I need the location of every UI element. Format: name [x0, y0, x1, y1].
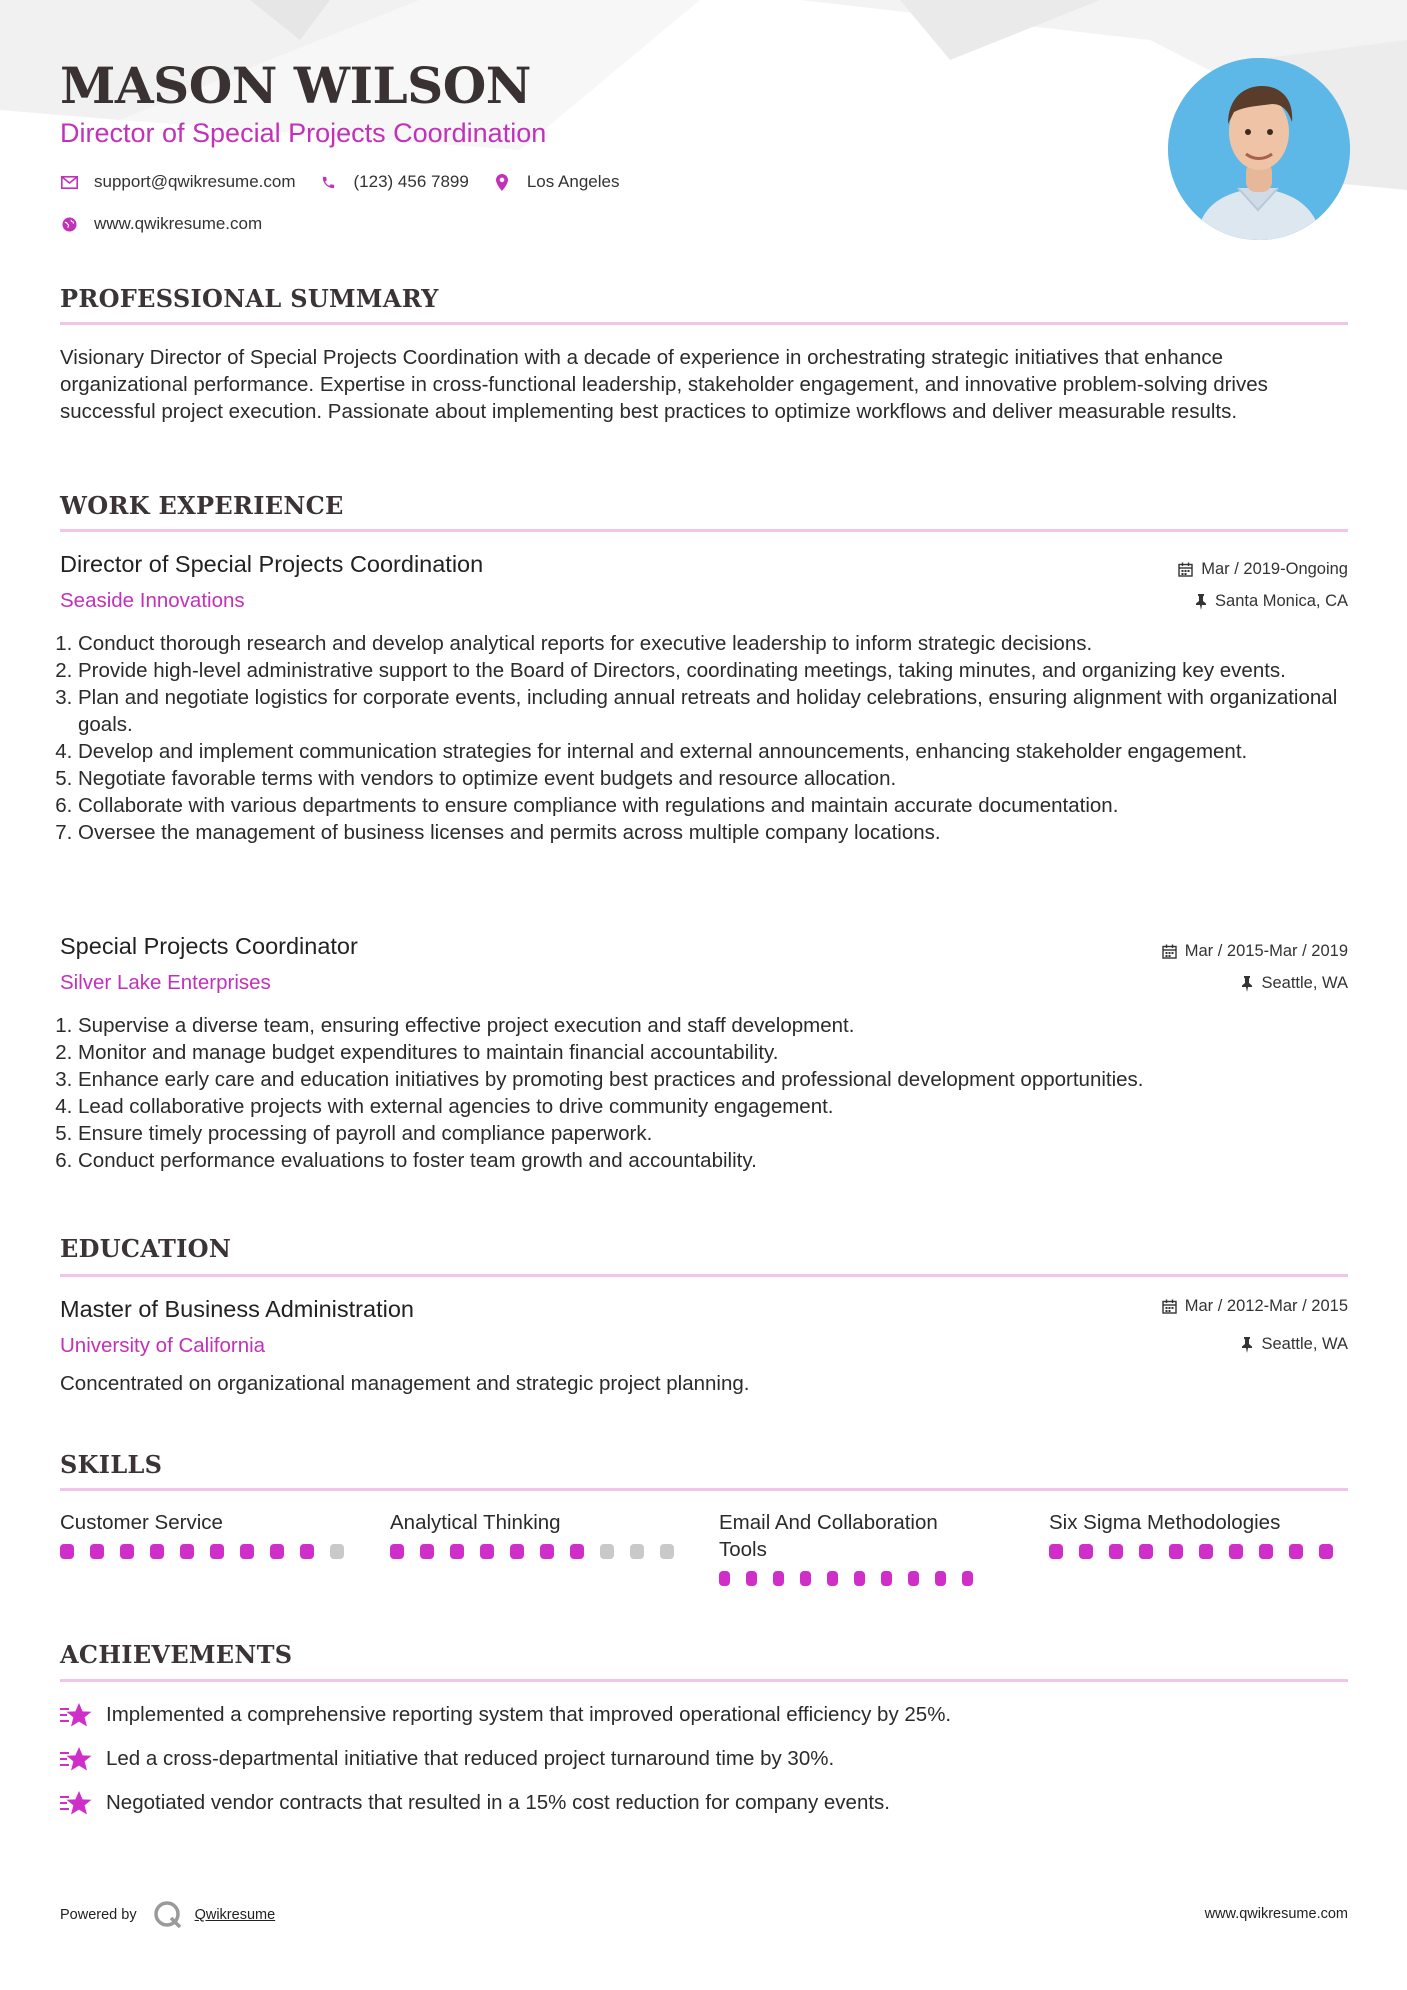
achievement-text: Led a cross-departmental initiative that reduced project turnaround time by 30%. [106, 1747, 835, 1770]
map-pin-icon [493, 173, 511, 191]
profile-photo [1168, 58, 1350, 240]
list-item: 4. Lead collaborative projects with external agencies to drive community engagement. [78, 1093, 1348, 1120]
skill-dot-filled [570, 1544, 584, 1559]
education-description: Concentrated on organizational management and strategic project planning. [60, 1372, 750, 1395]
skill-analytical-thinking [390, 1509, 690, 1559]
calendar-icon [1162, 1299, 1177, 1314]
skill-rating [390, 1544, 690, 1559]
skill-dot-filled [719, 1571, 730, 1586]
list-item: 5. Negotiate favorable terms with vendors to optimize event budgets and resource allocation. [78, 765, 1348, 792]
skill-dot-filled [390, 1544, 404, 1559]
qwikresume-link[interactable]: Qwikresume [194, 1907, 276, 1923]
skill-dot-filled [1229, 1544, 1243, 1559]
skill-dot-filled [800, 1571, 811, 1586]
skill-rating [60, 1544, 360, 1559]
footer-website[interactable]: www.qwikresume.com [1204, 1906, 1348, 1922]
skill-dot-filled [1049, 1544, 1063, 1559]
star-achievement-icon [60, 1746, 92, 1772]
skill-dot-filled [60, 1544, 74, 1559]
degree-title: Master of Business Administration [60, 1296, 414, 1322]
contact-row-1 [60, 172, 643, 192]
contact-location [493, 172, 620, 192]
skill-dot-filled [120, 1544, 134, 1559]
powered-by-label: Powered by [60, 1907, 137, 1923]
list-item: 3. Plan and negotiate logistics for corporate events, including annual retreats and holiday celebrations, ensuring alignment with organizational goals. [78, 684, 1348, 738]
contact-phone[interactable] [320, 172, 469, 192]
candidate-name: MASON WILSON [60, 56, 531, 115]
section-divider [60, 322, 1348, 325]
job-title: Director of Special Projects Coordination [60, 551, 484, 577]
skill-dot-filled [540, 1544, 554, 1559]
skill-dot-filled [827, 1571, 838, 1586]
skill-dot-filled [510, 1544, 524, 1559]
section-divider [60, 529, 1348, 532]
skill-dot-filled [270, 1544, 284, 1559]
calendar-icon [1162, 944, 1177, 959]
section-title-experience: WORK EXPERIENCE [60, 491, 344, 520]
skill-name: Six Sigma Methodologies [1049, 1511, 1281, 1534]
skill-dot-filled [450, 1544, 464, 1559]
skill-dot-filled [1139, 1544, 1153, 1559]
skill-customer-service [60, 1509, 360, 1559]
school-name: University of California [60, 1334, 266, 1357]
summary-text: Visionary Director of Special Projects Coordination with a decade of experience in orchestrating strategic initiatives that enhance organizational performance. Expertise in cross-functional leadership, stakeholder engagement, and innovative problem-solving drives successful project execution. Passionate about implementing best practices to optimize workflows and deliver measurable results. [60, 346, 1268, 423]
skill-dot-filled [210, 1544, 224, 1559]
list-item: 1. Supervise a diverse team, ensuring effective project execution and staff development. [78, 1012, 1348, 1039]
education-dates-text: Mar / 2012-Mar / 2015 [1184, 1297, 1348, 1315]
skill-dot-filled [908, 1571, 919, 1586]
job-dates [1162, 942, 1348, 961]
skill-dot-empty [630, 1544, 644, 1559]
envelope-icon [60, 173, 78, 191]
skill-dot-filled [1109, 1544, 1123, 1559]
star-achievement-icon [60, 1790, 92, 1816]
list-item: 7. Oversee the management of business licenses and permits across multiple company locations. [78, 819, 1348, 846]
skill-dot-filled [180, 1544, 194, 1559]
skill-dot-empty [330, 1544, 344, 1559]
skill-email-collaboration-tools [719, 1509, 989, 1586]
skill-dot-filled [746, 1571, 757, 1586]
skill-dot-filled [150, 1544, 164, 1559]
section-title-achievements: ACHIEVEMENTS [60, 1640, 293, 1669]
footer-powered-by [60, 1900, 275, 1930]
skill-dot-empty [600, 1544, 614, 1559]
list-item: 5. Ensure timely processing of payroll and compliance paperwork. [78, 1120, 1348, 1147]
candidate-role: Director of Special Projects Coordination [60, 118, 547, 148]
education-location-text: Seattle, WA [1261, 1335, 1348, 1353]
list-item: 6. Conduct performance evaluations to foster team growth and accountability. [78, 1147, 1348, 1174]
achievement-text: Implemented a comprehensive reporting system that improved operational efficiency by 25%. [106, 1703, 952, 1726]
section-title-education: EDUCATION [60, 1234, 232, 1263]
job-dates-text: Mar / 2015-Mar / 2019 [1184, 942, 1348, 960]
skill-dot-empty [660, 1544, 674, 1559]
job-dates [1178, 560, 1348, 579]
section-title-skills: SKILLS [60, 1450, 163, 1479]
education-location [1241, 1335, 1348, 1354]
skill-dot-filled [881, 1571, 892, 1586]
calendar-icon [1178, 562, 1193, 577]
skill-dot-filled [420, 1544, 434, 1559]
skill-rating [719, 1571, 989, 1586]
location-text: Los Angeles [526, 172, 620, 191]
list-item: 2. Monitor and manage budget expenditures to maintain financial accountability. [78, 1039, 1348, 1066]
skill-dot-filled [1319, 1544, 1333, 1559]
section-divider [60, 1274, 1348, 1277]
list-item: 1. Conduct thorough research and develop analytical reports for executive leadership to inform strategic decisions. [78, 630, 1348, 657]
skill-dot-filled [935, 1571, 946, 1586]
job-location [1195, 592, 1348, 611]
job-company: Silver Lake Enterprises [60, 971, 271, 994]
star-achievement-icon [60, 1702, 92, 1728]
skill-dot-filled [1199, 1544, 1213, 1559]
skill-name: Email And Collaboration Tools [719, 1511, 938, 1561]
skill-dot-filled [1079, 1544, 1093, 1559]
list-item: 2. Provide high-level administrative support to the Board of Directors, coordinating meetings, taking minutes, and organizing key events. [78, 657, 1348, 684]
job-location-text: Santa Monica, CA [1215, 592, 1348, 610]
section-divider [60, 1679, 1348, 1682]
list-item: 4. Develop and implement communication strategies for internal and external announcements, enhancing stakeholder engagement. [78, 738, 1348, 765]
skill-dot-filled [480, 1544, 494, 1559]
phone-text: (123) 456 7899 [353, 172, 469, 191]
skill-dot-filled [1169, 1544, 1183, 1559]
phone-icon [320, 173, 338, 191]
achievement-item [60, 1790, 890, 1816]
skill-rating [1049, 1544, 1349, 1559]
education-dates [1162, 1297, 1348, 1316]
skill-name: Analytical Thinking [390, 1511, 561, 1534]
pushpin-icon [1241, 976, 1253, 992]
skill-dot-filled [962, 1571, 973, 1586]
job-dates-text: Mar / 2019-Ongoing [1201, 560, 1348, 578]
contact-email[interactable] [60, 172, 296, 192]
website-text: www.qwikresume.com [94, 214, 263, 233]
list-item: 3. Enhance early care and education initiatives by promoting best practices and professional development opportunities. [78, 1066, 1348, 1093]
section-divider [60, 1488, 1348, 1491]
skill-dot-filled [90, 1544, 104, 1559]
achievement-item [60, 1746, 834, 1772]
achievement-text: Negotiated vendor contracts that resulted in a 15% cost reduction for company events. [106, 1791, 890, 1814]
job-bullets [54, 1012, 1348, 1174]
job-location-text: Seattle, WA [1261, 974, 1348, 992]
skill-dot-filled [1259, 1544, 1273, 1559]
job-company: Seaside Innovations [60, 589, 245, 612]
skill-dot-filled [1289, 1544, 1303, 1559]
contact-row-2 [60, 214, 286, 234]
job-location [1241, 974, 1348, 993]
list-item: 6. Collaborate with various departments to ensure compliance with regulations and maintain accurate documentation. [78, 792, 1348, 819]
contact-website[interactable] [60, 214, 262, 234]
achievement-item [60, 1702, 951, 1728]
qwikresume-logo-icon [153, 1900, 183, 1930]
section-title-summary: PROFESSIONAL SUMMARY [60, 284, 439, 313]
skill-name: Customer Service [60, 1511, 223, 1534]
job-title: Special Projects Coordinator [60, 933, 358, 959]
job-bullets [54, 630, 1348, 846]
pushpin-icon [1195, 594, 1207, 610]
email-text: support@qwikresume.com [94, 172, 296, 191]
skill-dot-filled [773, 1571, 784, 1586]
skill-dot-filled [854, 1571, 865, 1586]
skill-dot-filled [240, 1544, 254, 1559]
pushpin-icon [1241, 1337, 1253, 1353]
globe-icon [60, 215, 78, 233]
skill-dot-filled [300, 1544, 314, 1559]
skill-six-sigma [1049, 1509, 1349, 1559]
